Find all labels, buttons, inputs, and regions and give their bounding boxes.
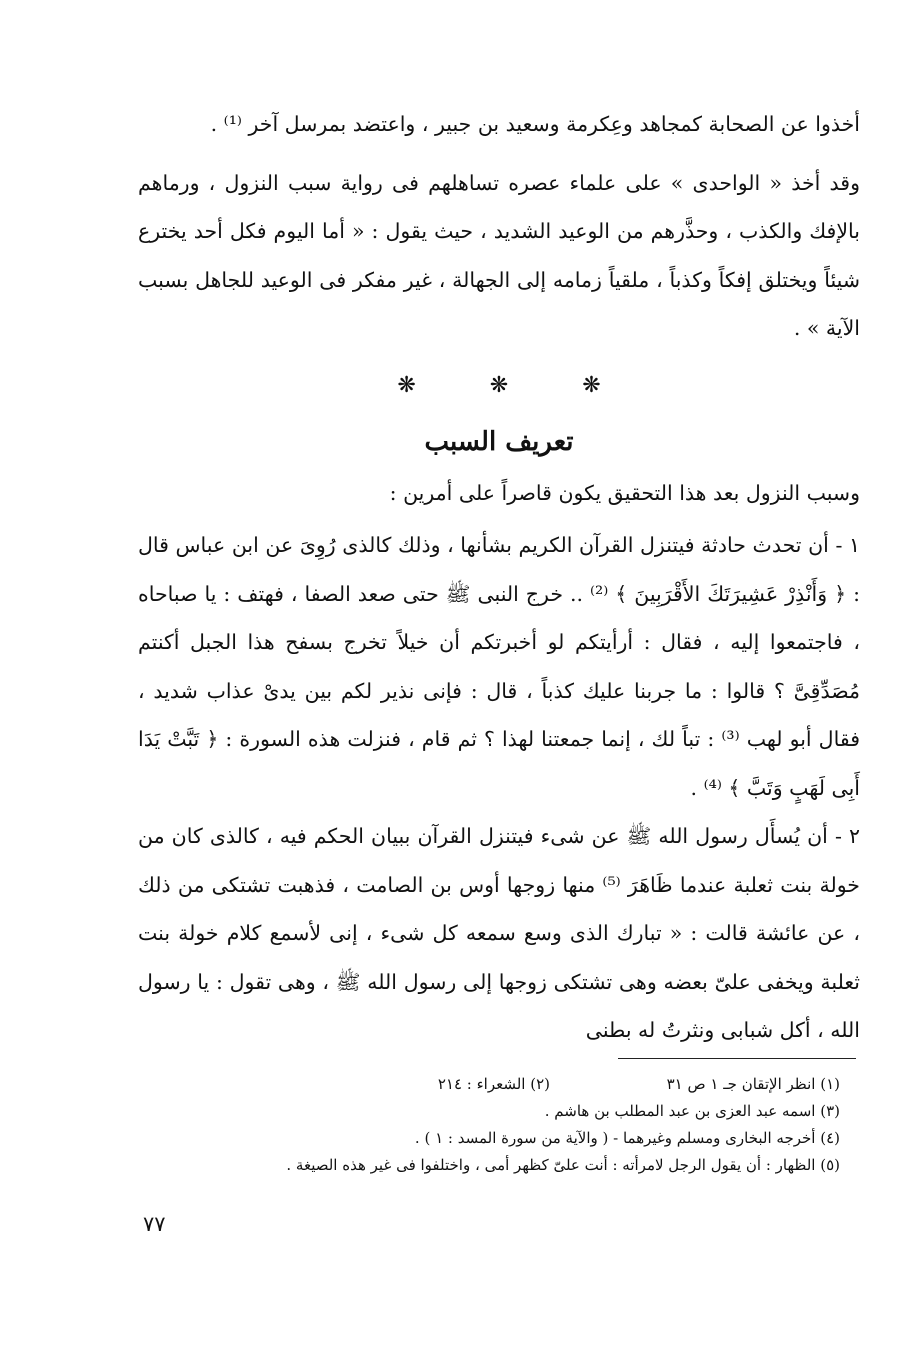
footnote-2: (٢) الشعراء : ٢١٤ — [437, 1075, 550, 1093]
page-number: ٧٧ — [143, 1212, 166, 1236]
footnote-5: (٥) الظهار : أن يقول الرجل لامرأته : أنت علىّ كظهر أمى ، واختلفوا فى غير هذه الصيغة . — [286, 1156, 840, 1174]
footnote-1: (١) انظر الإتقان جـ ١ ص ٣١ — [666, 1075, 840, 1093]
page-body — [138, 100, 860, 1055]
paragraph-narrators: أخذوا عن الصحابة كمجاهد وعِكرمة وسعيد بن جبير ، واعتضد بمرسل آخر ⁽¹⁾ . — [210, 112, 860, 136]
footnotes — [150, 1071, 840, 1179]
list-item-second-cause: ٢ - أن يُسأَل رسول الله ﷺ عن شىء فيتنزل القرآن ببيان الحكم فيه ، كالذى كان من خولة بنت ثعلبة عندما ظَاهَرَ ⁽⁵⁾ منها زوجها أوس بن الصامت ، فذهبت تشتكى من ذلك ، عن عائشة قالت : « تبارك الذى وسع سمعه كل شىء ، إنى لأسمع كلام خولة بنت ثعلبة ويخفى علىّ بعضه وهى تشتكى زوجها إلى رسول الله ﷺ ، وهى تقول : يا رسول الله ، أكل شبابى ونثرتُ له بطنى — [138, 824, 860, 1042]
ornament-icon: ❋ — [397, 372, 416, 398]
intro-line: وسبب النزول بعد هذا التحقيق يكون قاصراً على أمرين : — [389, 480, 860, 505]
list-item-first-cause: ١ - أن تحدث حادثة فيتنزل القرآن الكريم بشأنها ، وذلك كالذى رُوِىَ عن ابن عباس قال : ﴿ وَأَنْذِرْ عَشِيرَتَكَ الأَقْرَبِينَ ﴾ ⁽²⁾ .. خرج النبى ﷺ حتى صعد الصفا ، فهتف : يا صباحاه ، فاجتمعوا إليه ، فقال : أرأيتكم لو أخبرتكم أن خيلاً تخرج بسفح هذا الجبل أكنتم مُصَدِّقِىَّ ؟ قالوا : ما جربنا عليك كذباً ، قال : فإنى نذير لكم بين يدىْ عذاب شديد ، فقال أبو لهب ⁽³⁾ : تباً لك ، إنما جمعتنا لهذا ؟ ثم قام ، فنزلت هذه السورة : ﴿ تَبَّتْ يَدَا أَبِى لَهَبٍ وَتَبَّ ﴾ ⁽⁴⁾ . — [138, 533, 860, 800]
footnote-3: (٣) اسمه عبد العزى بن عبد المطلب بن هاشم . — [544, 1102, 840, 1120]
footnote-divider — [618, 1058, 856, 1059]
footnote-4: (٤) أخرجه البخارى ومسلم وغيرهما - ( والآية من سورة المسد : ١ ) . — [414, 1129, 840, 1147]
ornament-icon: ❋ — [489, 372, 509, 398]
section-heading: تعريف السبب — [424, 426, 574, 457]
ornament-icon: ❋ — [582, 372, 601, 398]
footnote-row — [150, 1071, 840, 1098]
paragraph-wahidi: وقد أخذ « الواحدى » على علماء عصره تساهلهم فى رواية سبب النزول ، ورماهم بالإفك والكذب ، وحذَّرهم من الوعيد الشديد ، حيث يقول : « أما اليوم فكل أحد يخترع شيئاً ويختلق إفكاً وكذباً ، ملقياً زمامه إلى الجهالة ، غير مفكر فى الوعيد للجاهل بسبب الآية » . — [138, 170, 860, 340]
section-divider — [138, 363, 860, 409]
